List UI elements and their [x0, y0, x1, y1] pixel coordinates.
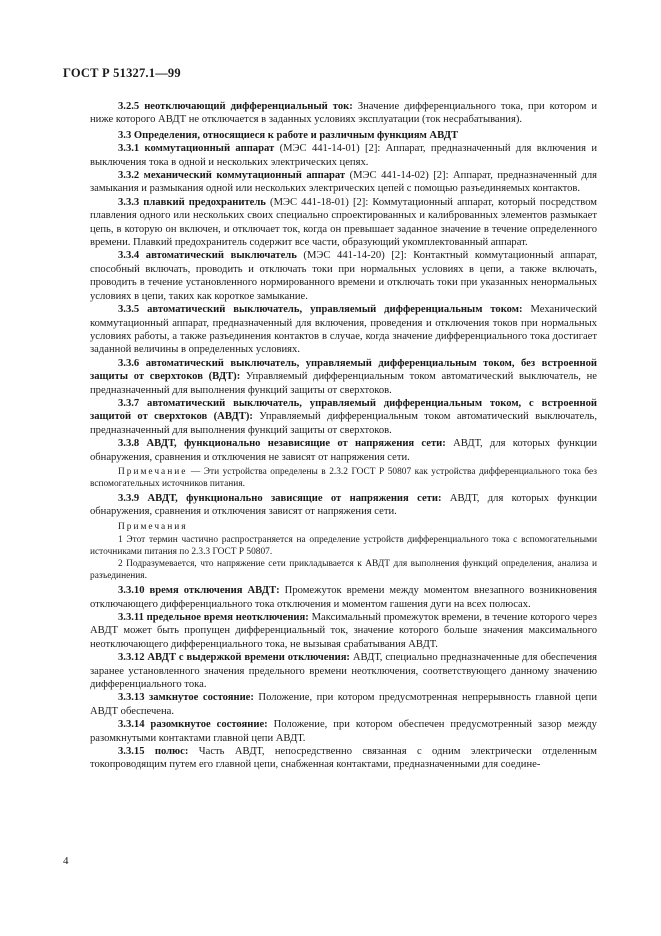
section-3-3-heading: 3.3 Определения, относящиеся к работе и различным функциям АВДТ: [118, 129, 459, 141]
notes-heading: Примечания: [118, 521, 188, 532]
clause-3-3-3: 3.3.3 плавкий предохранитель (МЭС 441-18-01) [2]: Коммутационный аппарат, который посредством плавления одного или нескольких своих специально спроектированных и калиброванных элементов размыкает цепь, в которую он включен, и отключает ток, когда он превышает заданное значение в течение определенного времени. Плавкий предохранитель содержит все части, образующий укомплектованный аппарат.: [90, 196, 598, 249]
clause-3-3-15: 3.3.15 полюс: Часть АВДТ, непосредственно связанная с одним электрически отделенным токопроводящим путем его главной цепи, снабженная контактами, предназначенными для соедине-: [90, 746, 597, 771]
clause-3-3-8: 3.3.8 АВДТ, функционально независящие от напряжения сети: АВДТ, для которых функции обнаружения, сравнения и отключения не зависят от напряжения сети.: [90, 438, 597, 463]
note-item-2: 2 Подразумевается, что напряжение сети прикладывается к АВДТ для выполнения функций определения, анализа и разъединения.: [90, 559, 597, 582]
clause-3-3-5: 3.3.5 автоматический выключатель, управляемый дифференциальным током: Механический коммутационный аппарат, предназначенный для включения, проведения и отключения токов при нормальных условиях работы, а также разъединения контактов в случае, когда значение дифференциального тока достигает заданной величины в определенных условиях.: [90, 304, 598, 356]
clause-3-3-2: 3.3.2 механический коммутационный аппарат (МЭС 441-14-02) [2]: Аппарат, предназначенный для замыкания и размыкания одной или нескольких электрических цепей с помощью разъединяемых контактов.: [90, 170, 597, 195]
clause-3-3-14: 3.3.14 разомкнутое состояние: Положение, при котором обеспечен предусмотренный зазор между разомкнутыми контактами главной цепи АВДТ.: [90, 719, 597, 744]
clause-3-3-6: 3.3.6 автоматический выключатель, управляемый дифференциальным током, без встроенной защиты от сверхтоков (ВДТ): Управляемый дифференциальным током автоматический выключатель, не предназначенный для выполнения функций защиты от сверхтоков.: [90, 357, 597, 396]
clause-3-3-4: 3.3.4 автоматический выключатель (МЭС 441-14-20) [2]: Контактный коммутационный аппарат, способный включать, проводить и отключать токи при нормальных условиях в цепи, а также включать, проводить в течение установленного нормированного времени и отключать токи при указанных ненормальных условиях в цепи, таких как короткое замыкание.: [90, 250, 597, 302]
clause-3-3-9: 3.3.9 АВДТ, функционально зависящие от напряжения сети: АВДТ, для которых функции обнаружения, сравнения и отключения зависят от напряжения сети.: [90, 492, 597, 518]
page-number: 4: [63, 855, 69, 867]
clause-3-3-10: 3.3.10 время отключения АВДТ: Промежуток времени между моментом внезапного возникновения отключающего дифференциального тока отключения и моментом гашения дуги на всех полюсах.: [90, 585, 597, 610]
clause-3-2-5: 3.2.5 неотключающий дифференциальный ток: Значение дифференциального тока, при котором и ниже которого АВДТ не отключается в заданных условиях эксплуатации (ток несрабатывания).: [90, 101, 598, 126]
note-item-1: 1 Этот термин частично распространяется на определение устройств дифференциального тока с вспомогательными источниками питания по 2.3.3 ГОСТ Р 50807.: [90, 535, 597, 558]
clause-3-3-7: 3.3.7 автоматический выключатель, управляемый дифференциальным током, с встроенной защитой от сверхтоков (АВДТ): Управляемый дифференциальным током автоматический выключатель, предназначенный для выполнения функций защиты от сверхтоков.: [90, 397, 597, 436]
document-header: ГОСТ Р 51327.1—99: [63, 66, 181, 80]
clause-3-3-12: 3.3.12 АВДТ с выдержкой времени отключения: АВДТ, специально предназначенные для обеспечения заранее установленного значения предельного времени неотключения, соответствующего данному значению дифференциального тока.: [90, 652, 597, 691]
document-body: [90, 100, 597, 772]
clause-3-3-13: 3.3.13 замкнутое состояние: Положение, при котором предусмотренная непрерывность главной цепи АВДТ обеспечена.: [90, 692, 597, 717]
clause-3-3-11: 3.3.11 предельное время неотключения: Максимальный промежуток времени, в течение которого через АВДТ может быть пропущен дифференциальный ток, значение которого больше значения максимального неотключающего дифференциального тока, не вызывая срабатывания АВДТ.: [90, 612, 597, 650]
clause-3-3-1: 3.3.1 коммутационный аппарат (МЭС 441-14-01) [2]: Аппарат, предназначенный для включения и выключения тока в одной и нескольких электрических цепях.: [90, 143, 597, 168]
note-single: Примечание — Эти устройства определены в 2.3.2 ГОСТ Р 50807 как устройства дифференциального тока без вспомогательных источников питания.: [90, 466, 597, 489]
